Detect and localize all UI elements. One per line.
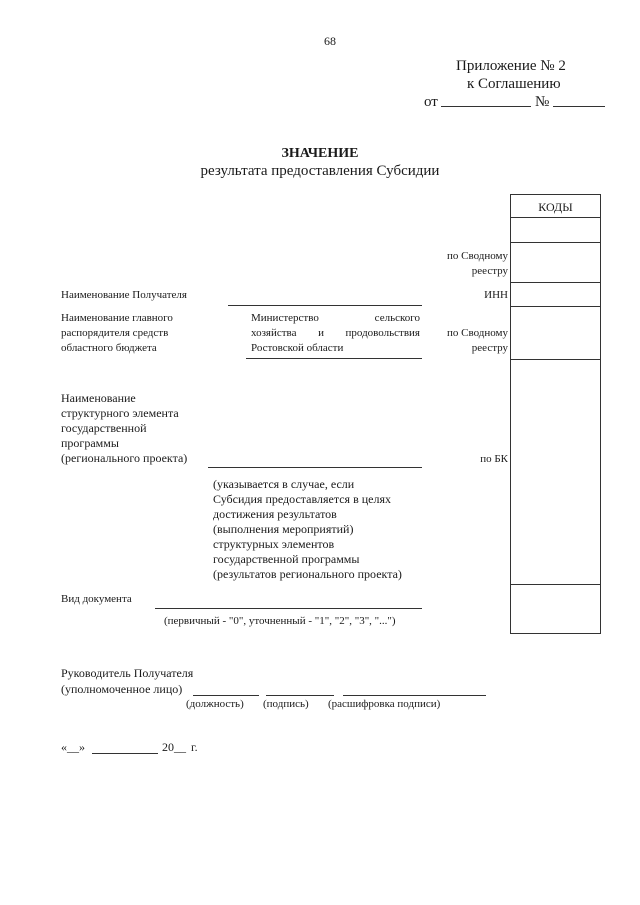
date-year-suffix: г. (191, 740, 198, 754)
appendix-from-label: от (424, 94, 438, 110)
date-month-line (92, 753, 158, 754)
position-caption: (должность) (186, 698, 244, 710)
appendix-number-label: № (535, 94, 550, 110)
codes-row-divider (510, 359, 601, 360)
structural-element-label: Наименование структурного элемента государственной программы (регионального проекта) (61, 391, 188, 465)
doc-type-note: (первичный - "0", уточненный - "1", "2", "3", "...") (164, 615, 396, 627)
signatory-title: Руководитель Получателя (61, 666, 194, 680)
codes-row-divider (510, 217, 601, 218)
signature-line (266, 695, 334, 696)
appendix-number-line (553, 106, 605, 107)
codes-table (510, 194, 601, 634)
manager-value: Министерство сельского хозяйства и продовольствия Ростовской области (251, 312, 420, 354)
appendix-date-line (441, 106, 531, 107)
doc-type-line (155, 608, 422, 609)
recipient-value-line (228, 305, 422, 306)
appendix-agreement: к Соглашению (467, 76, 561, 92)
structural-element-line (208, 467, 422, 468)
signature-caption: (подпись) (263, 698, 309, 710)
signatory-subtitle: (уполномоченное лицо) (61, 682, 183, 696)
codes-row-divider (510, 584, 601, 585)
date-year: 20__ (162, 740, 186, 754)
position-line (193, 695, 259, 696)
page-number: 68 (324, 34, 336, 48)
doc-type-label: Вид документа (61, 593, 132, 605)
structural-element-note: (указывается в случае, если Субсидия предоставляется в целях достижения результатов (выполнения мероприятий) структурных элементов государственной программы (результатов регионального проекта) (213, 477, 402, 581)
codes-row-divider (510, 282, 601, 283)
manager-label: Наименование главного распорядителя средств областного бюджета (61, 312, 173, 354)
decode-line (343, 695, 486, 696)
bk-label: по БК (480, 453, 508, 465)
codes-row-divider (510, 306, 601, 307)
manager-value-line (246, 358, 422, 359)
appendix-title: Приложение № 2 (456, 58, 566, 74)
codes-header: КОДЫ (538, 200, 573, 214)
svodny-reestr-label-2: по Сводному реестру (446, 327, 508, 354)
decode-caption: (расшифровка подписи) (328, 698, 441, 710)
svodny-reestr-label-1: по Сводному реестру (446, 250, 508, 277)
document-subtitle: результата предоставления Субсидии (200, 163, 440, 179)
date-day: «__» (61, 740, 85, 754)
recipient-label: Наименование Получателя (61, 289, 187, 301)
document-title: ЗНАЧЕНИЕ (281, 146, 359, 161)
codes-row-divider (510, 242, 601, 243)
inn-label: ИНН (484, 289, 508, 301)
